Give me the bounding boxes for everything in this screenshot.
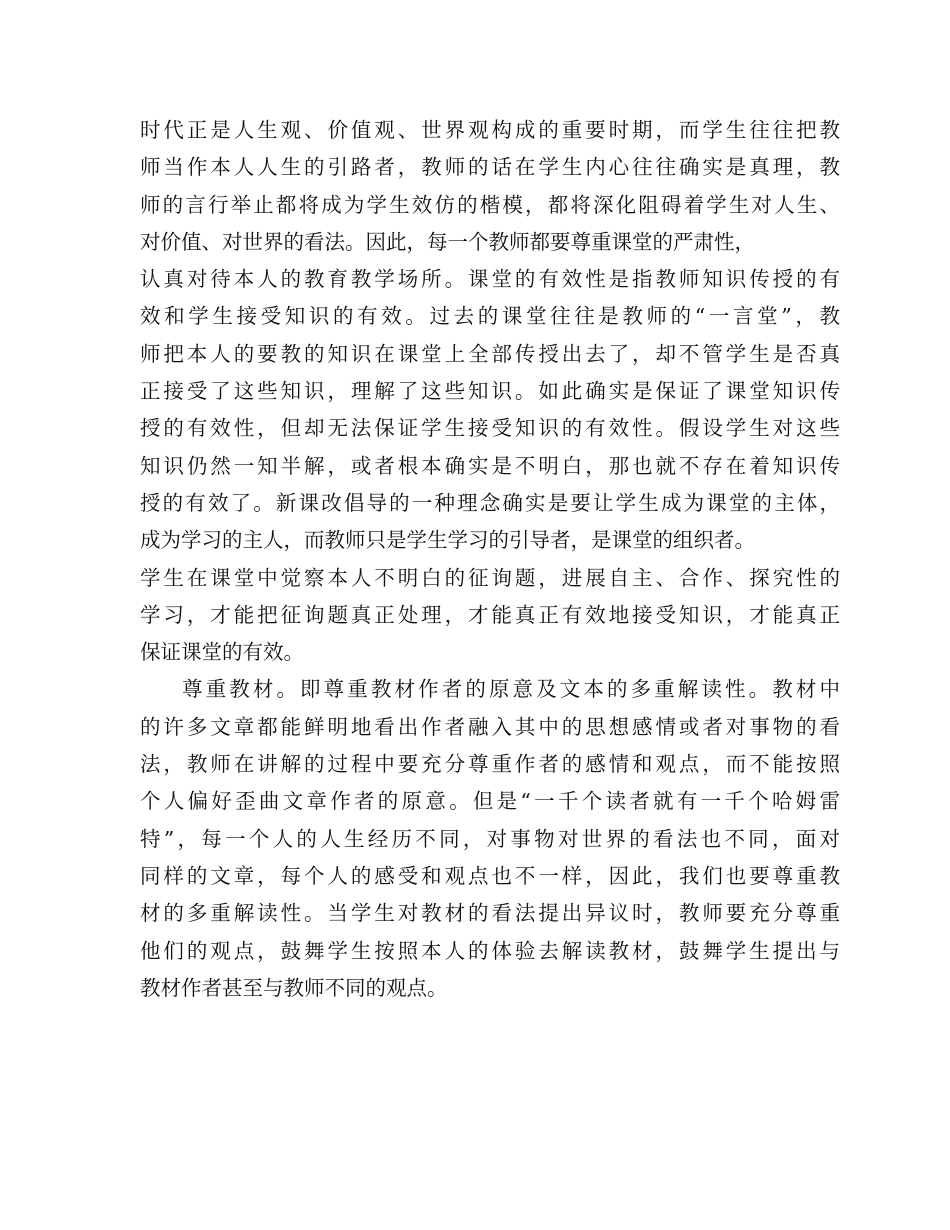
text-line: 时代正是人生观、价值观、世界观构成的重要时期，而学生往往把教 bbox=[140, 118, 840, 142]
text-line: 授的有效性，但却无法保证学生接受知识的有效性。假设学生对这些 bbox=[140, 416, 840, 441]
text-line: 认真对待本人的教育教学场所。课堂的有效性是指教师知识传授的有 bbox=[140, 267, 840, 292]
text-line: 师的言行举止都将成为学生效仿的楷模，都将深化阻碍着学生对人生、 bbox=[140, 192, 840, 217]
paragraph-1 bbox=[140, 112, 840, 671]
text-line: 师当作本人人生的引路者，教师的话在学生内心往往确实是真理，教 bbox=[140, 155, 840, 180]
text-line: 成为学习的主人，而教师只是学生学习的引导者，是课堂的组织者。 bbox=[140, 528, 755, 553]
text-line: 教材作者甚至与教师不同的观点。 bbox=[140, 975, 448, 1000]
text-line: 他们的观点，鼓舞学生按照本人的体验去解读教材，鼓舞学生提出与 bbox=[140, 938, 840, 963]
text-line: 学习，才能把征询题真正处理，才能真正有效地接受知识，才能真正 bbox=[140, 602, 840, 627]
text-line: 个人偏好歪曲文章作者的原意。但是“一千个读者就有一千个哈姆雷 bbox=[140, 789, 840, 814]
text-line: 特”，每一个人的人生经历不同，对事物对世界的看法也不同，面对 bbox=[140, 826, 840, 851]
text-line: 尊重教材。即尊重教材作者的原意及文本的多重解读性。教材中 bbox=[182, 677, 840, 702]
text-line: 学生在课堂中觉察本人不明白的征询题，进展自主、合作、探究性的 bbox=[140, 565, 840, 590]
text-line: 知识仍然一知半解，或者根本确实是不明白，那也就不存在着知识传 bbox=[140, 453, 840, 478]
text-line: 法，教师在讲解的过程中要充分尊重作者的感情和观点，而不能按照 bbox=[140, 752, 840, 777]
text-line: 保证课堂的有效。 bbox=[140, 640, 304, 665]
text-line: 效和学生接受知识的有效。过去的课堂往往是教师的“一言堂”，教 bbox=[140, 304, 840, 329]
text-line: 对价值、对世界的看法。因此，每一个教师都要尊重课堂的严肃性， bbox=[140, 229, 755, 254]
text-line: 同样的文章，每个人的感受和观点也不一样，因此，我们也要尊重教 bbox=[140, 863, 840, 888]
paragraph-2 bbox=[140, 671, 840, 1007]
text-line: 正接受了这些知识，理解了这些知识。如此确实是保证了课堂知识传 bbox=[140, 379, 840, 404]
text-line: 材的多重解读性。当学生对教材的看法提出异议时，教师要充分尊重 bbox=[140, 901, 840, 926]
body-text bbox=[140, 112, 840, 1007]
text-line: 师把本人的要教的知识在课堂上全部传授出去了，却不管学生是否真 bbox=[140, 341, 840, 366]
text-line: 的许多文章都能鲜明地看出作者融入其中的思想感情或者对事物的看 bbox=[140, 714, 840, 739]
text-line: 授的有效了。新课改倡导的一种理念确实是要让学生成为课堂的主体， bbox=[140, 490, 840, 515]
